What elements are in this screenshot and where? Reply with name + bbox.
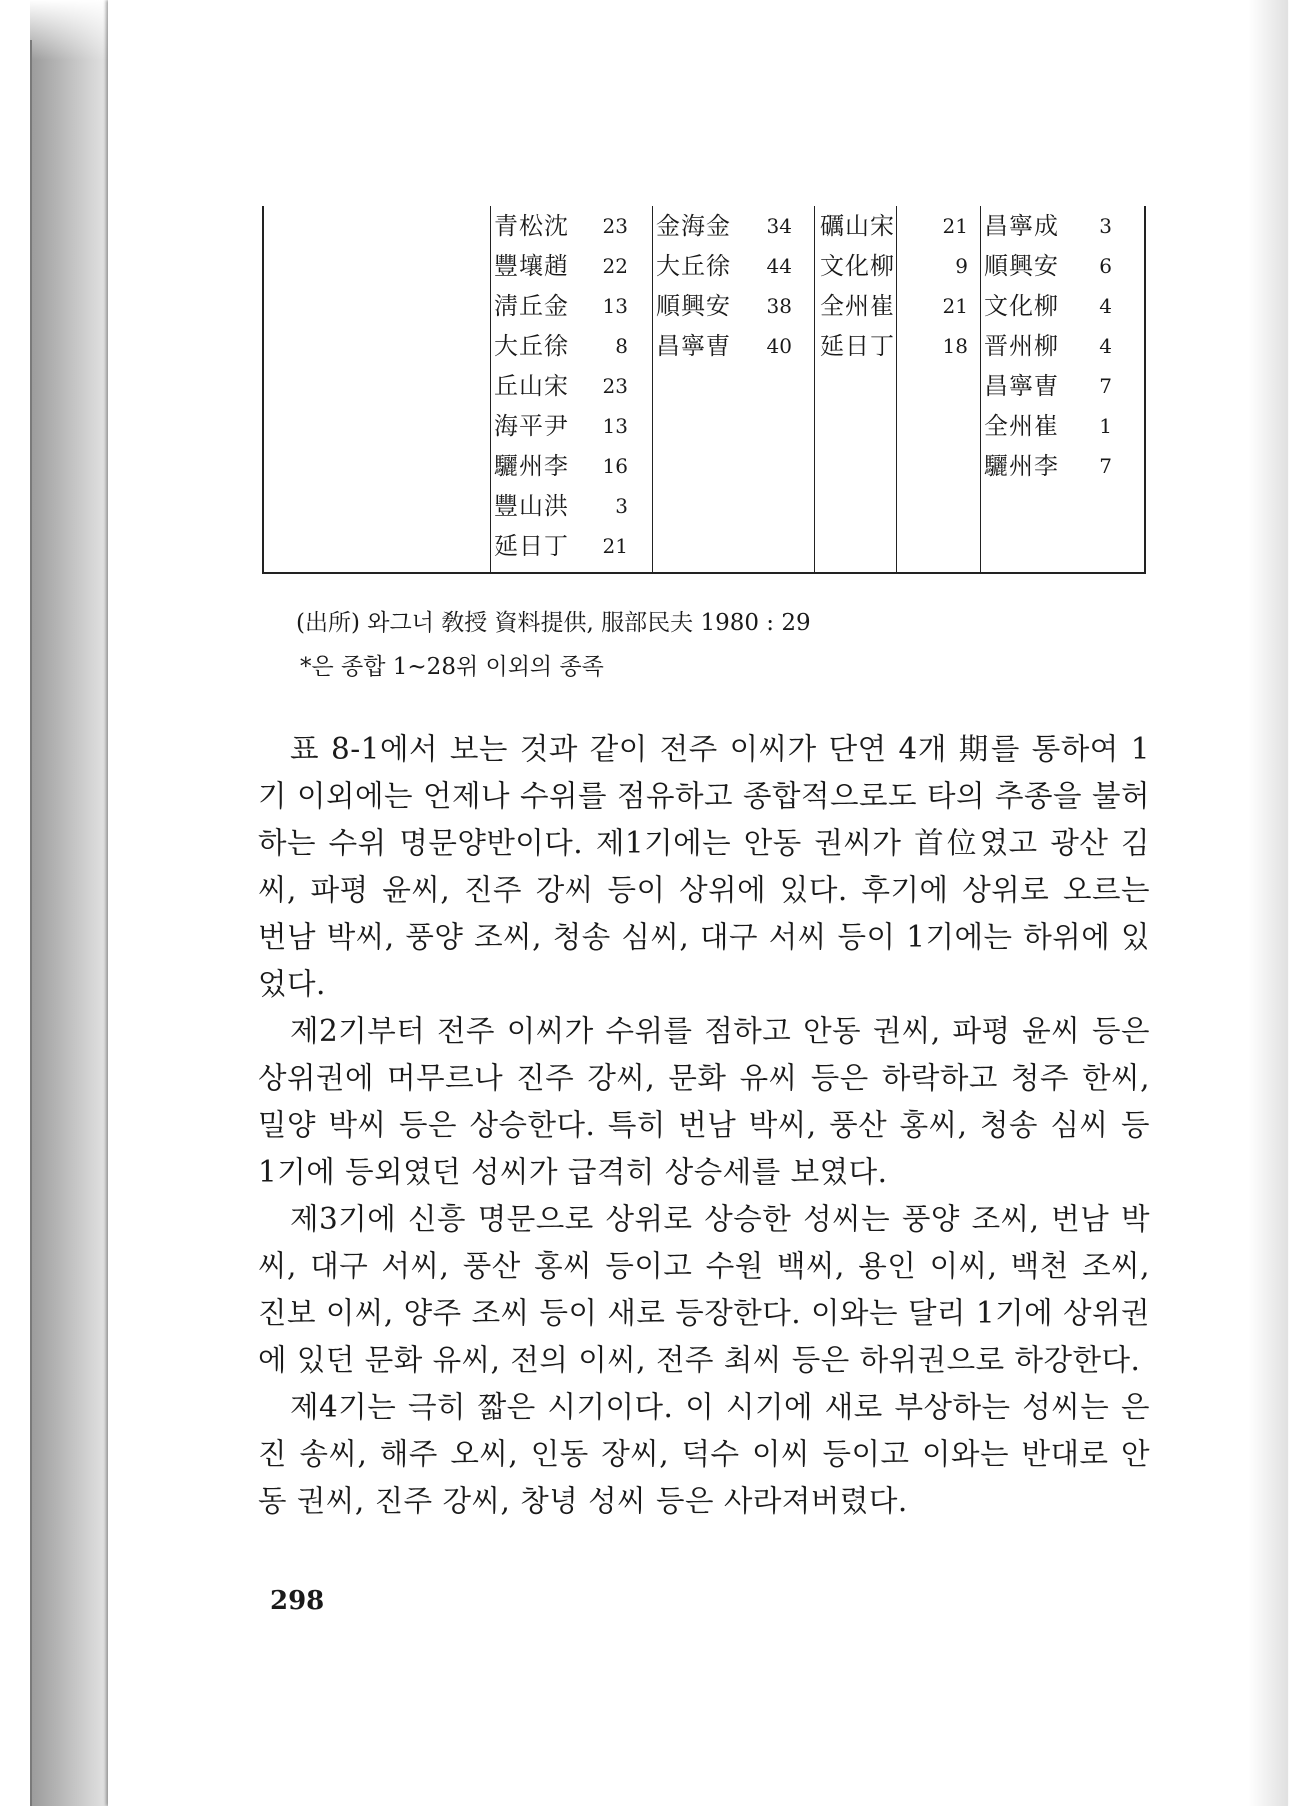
table-divider — [896, 206, 897, 574]
table-cell-count: 13 — [602, 294, 628, 318]
table-divider — [980, 206, 981, 574]
table-cell-count: 16 — [602, 454, 628, 478]
table-cell-count: 34 — [766, 214, 792, 238]
table-divider — [652, 206, 653, 574]
table-cell-clan: 海平尹 — [494, 412, 569, 440]
table-cell-count: 7 — [1099, 454, 1112, 478]
clan-ranking-table — [262, 206, 1146, 574]
table-footnote: *은 종합 1~28위 이외의 종족 — [300, 654, 604, 680]
table-cell-clan: 晋州柳 — [984, 332, 1059, 360]
table-divider — [490, 206, 491, 574]
table-cell-count: 18 — [942, 334, 968, 358]
table-cell-clan: 延日丁 — [494, 532, 569, 560]
table-cell-count: 38 — [766, 294, 792, 318]
table-cell-clan: 驪州李 — [984, 452, 1059, 480]
table-cell-clan: 順興安 — [984, 252, 1059, 280]
table-cell-clan: 大丘徐 — [656, 252, 731, 280]
table-divider — [814, 206, 815, 574]
table-cell-count: 22 — [602, 254, 628, 278]
table-source-note: (出所) 와그너 敎授 資料提供, 服部民夫 1980 : 29 — [296, 610, 811, 636]
table-cell-count: 6 — [1099, 254, 1112, 278]
table-cell-count: 4 — [1099, 334, 1112, 358]
table-cell-clan: 青松沈 — [494, 212, 569, 240]
table-cell-count: 23 — [602, 214, 628, 238]
table-cell-clan: 文化柳 — [820, 252, 895, 280]
page-right-shadow — [1248, 0, 1288, 1806]
paragraph: 제3기에 신흥 명문으로 상위로 상승한 성씨는 풍양 조씨, 번남 박씨, 대구 서씨, 풍산 홍씨 등이고 수원 백씨, 용인 이씨, 백천 조씨, 진보 이씨, 양주 조씨 등이 새로 등장한다. 이와는 달리 1기에 상위권에 있던 문화 유씨, 전의 이씨, 전주 최씨 등은 하위권으로 하강한다. — [258, 1202, 1150, 1377]
table-cell-clan: 驪州李 — [494, 452, 569, 480]
table-cell-count: 1 — [1099, 414, 1112, 438]
table-bottom-border — [262, 572, 1146, 574]
table-left-border — [262, 206, 264, 574]
table-cell-count: 13 — [602, 414, 628, 438]
table-cell-count: 8 — [615, 334, 628, 358]
table-cell-clan: 大丘徐 — [494, 332, 569, 360]
table-cell-count: 21 — [942, 214, 968, 238]
book-spine-top-fade — [30, 0, 110, 60]
body-text — [258, 726, 1150, 1525]
book-spine-edge — [30, 0, 110, 1806]
table-cell-clan: 全州崔 — [984, 412, 1059, 440]
table-cell-count: 3 — [615, 494, 628, 518]
table-cell-count: 3 — [1099, 214, 1112, 238]
paragraph: 제4기는 극히 짧은 시기이다. 이 시기에 새로 부상하는 성씨는 은진 송씨, 해주 오씨, 인동 장씨, 덕수 이씨 등이고 이와는 반대로 안동 권씨, 진주 강씨, 창녕 성씨 등은 사라져버렸다. — [258, 1390, 1150, 1518]
table-cell-count: 44 — [766, 254, 792, 278]
table-cell-clan: 文化柳 — [984, 292, 1059, 320]
table-cell-count: 21 — [602, 534, 628, 558]
table-cell-clan: 豐山洪 — [494, 492, 569, 520]
table-cell-clan: 昌寧成 — [984, 212, 1059, 240]
table-cell-count: 7 — [1099, 374, 1112, 398]
table-cell-clan: 淸丘金 — [494, 292, 569, 320]
table-cell-count: 21 — [942, 294, 968, 318]
table-cell-clan: 昌寧曺 — [656, 332, 731, 360]
paragraph: 제2기부터 전주 이씨가 수위를 점하고 안동 권씨, 파평 윤씨 등은 상위권에 머무르나 진주 강씨, 문화 유씨 등은 하락하고 청주 한씨, 밀양 박씨 등은 상승한다. 특히 번남 박씨, 풍산 홍씨, 청송 심씨 등 1기에 등외였던 성씨가 급격히 상승세를 보였다. — [258, 1014, 1150, 1189]
table-cell-clan: 丘山宋 — [494, 372, 569, 400]
table-cell-clan: 順興安 — [656, 292, 731, 320]
paragraph: 표 8-1에서 보는 것과 같이 전주 이씨가 단연 4개 期를 통하여 1기 이외에는 언제나 수위를 점유하고 종합적으로도 타의 추종을 불허하는 수위 명문양반이다. 제1기에는 안동 권씨가 首位였고 광산 김씨, 파평 윤씨, 진주 강씨 등이 상위에 있다. 후기에 상위로 오르는 번남 박씨, 풍양 조씨, 청송 심씨, 대구 서씨 등이 1기에는 하위에 있었다. — [258, 732, 1150, 1001]
table-cell-clan: 昌寧曺 — [984, 372, 1059, 400]
table-cell-count: 4 — [1099, 294, 1112, 318]
table-cell-clan: 豐壤趙 — [494, 252, 569, 280]
table-cell-clan: 金海金 — [656, 212, 731, 240]
table-cell-count: 40 — [766, 334, 792, 358]
table-cell-clan: 延日丁 — [820, 332, 895, 360]
table-right-border — [1144, 206, 1146, 574]
table-cell-count: 9 — [955, 254, 968, 278]
page-number: 298 — [270, 1586, 325, 1616]
table-cell-clan: 全州崔 — [820, 292, 895, 320]
table-cell-count: 23 — [602, 374, 628, 398]
table-cell-clan: 礪山宋 — [820, 212, 895, 240]
book-spine-line — [30, 40, 32, 1806]
